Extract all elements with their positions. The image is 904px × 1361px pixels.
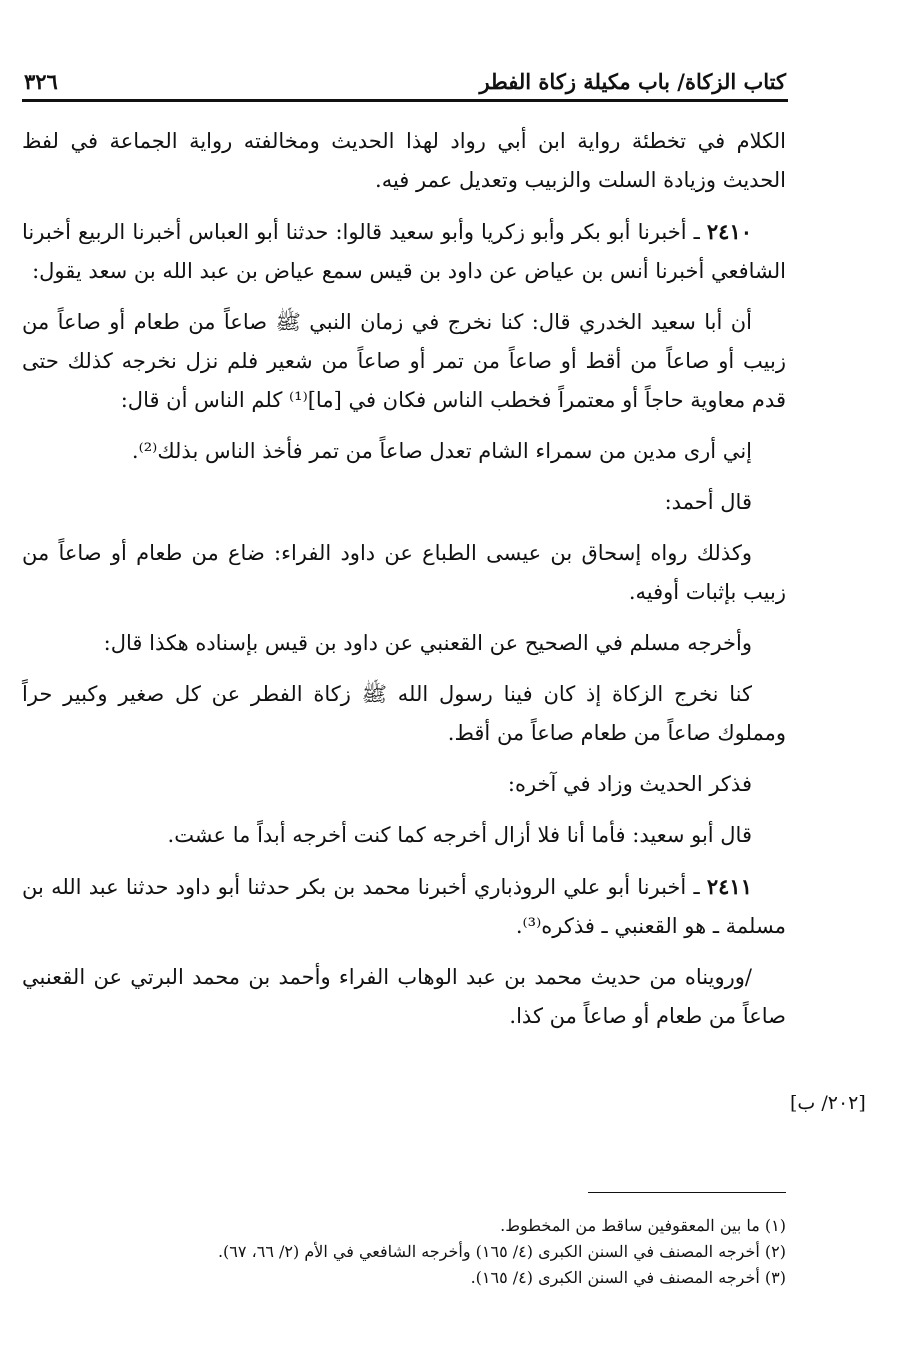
footnote-1: (١) ما بين المعقوفين ساقط من المخطوط.: [500, 1216, 786, 1235]
paragraph-riwayah: /ورويناه من حديث محمد بن عبد الوهاب الفراء وأحمد بن محمد البرتي عن القعنبي صاعاً من طعام أو صاعاً من كذا.: [22, 965, 786, 1028]
main-text: [22, 122, 786, 1048]
hadith-number: ٢٤١٠: [706, 219, 753, 244]
paragraph-ahmad: قال أحمد:: [664, 490, 752, 514]
footnote-3: (٣) أخرجه المصنف في السنن الكبرى (٤/ ١٦٥).: [470, 1268, 786, 1287]
paragraph-ishaq: وكذلك رواه إسحاق بن عيسى الطباع عن داود الفراء: ضاع من طعام أو صاعاً من زبيب بإثبات أوفيه.: [22, 541, 786, 604]
footnote-rule: [588, 1192, 786, 1193]
hadith-isnad: ـ أخبرنا أبو بكر وأبو زكريا وأبو سعيد قالوا: حدثنا أبو العباس أخبرنا الربيع أخبرنا الشافعي أخبرنا أنس بن عياض عن داود بن قيس سمع عياض بن عبد الله بن سعد يقول:: [22, 220, 786, 283]
footnotes: [30, 1213, 786, 1291]
paragraph-muslim-matn: كنا نخرج الزكاة إذ كان فينا رسول الله ﷺ زكاة الفطر عن كل صغير وكبير حراً ومملوك صاعاً من طعام صاعاً من أقط.: [22, 682, 786, 745]
paragraph-abu-said: قال أبو سعيد: فأما أنا فلا أزال أخرجه كما كنت أخرجه أبداً ما عشت.: [167, 823, 752, 847]
hadith-2410: [22, 212, 786, 291]
header-rule: [22, 99, 788, 102]
hadith-number: ٢٤١١: [706, 874, 752, 899]
page-number: ٣٢٦: [24, 69, 58, 94]
manuscript-folio-note: [٢٠٢/ ب]: [790, 1092, 866, 1114]
paragraph-matn: أن أبا سعيد الخدري قال: كنا نخرج في زمان النبي ﷺ صاعاً من طعام أو صاعاً من زبيب أو صاعاً من أقط أو صاعاً من تمر أو صاعاً من شعير فلم نزل نخرجه كذلك حتى قدم معاوية حاجاً أو معتمراً فخطب الناس فكان في [ما]⁽¹⁾ كلم الناس أن قال:: [22, 310, 786, 412]
paragraph-intro: الكلام في تخطئة رواية ابن أبي رواد لهذا الحديث ومخالفته رواية الجماعة في لفظ الحديث وزيادة السلت والزبيب وتعديل عمر فيه.: [22, 129, 786, 192]
paragraph-addition: فذكر الحديث وزاد في آخره:: [507, 772, 752, 796]
running-title: كتاب الزكاة/ باب مكيلة زكاة الفطر: [479, 69, 786, 94]
paragraph-muslim: وأخرجه مسلم في الصحيح عن القعنبي عن داود بن قيس بإسناده هكذا قال:: [103, 631, 752, 655]
running-header: [24, 58, 786, 94]
paragraph-quote: إني أرى مدين من سمراء الشام تعدل صاعاً من تمر فأخذ الناس بذلك⁽²⁾.: [131, 439, 752, 463]
hadith-2411: [22, 867, 786, 946]
hadith-isnad: ـ أخبرنا أبو علي الروذباري أخبرنا محمد بن بكر حدثنا أبو داود حدثنا عبد الله بن مسلمة ـ هو القعنبي ـ فذكره⁽³⁾.: [22, 875, 786, 938]
footnote-2: (٢) أخرجه المصنف في السنن الكبرى (٤/ ١٦٥) وأخرجه الشافعي في الأم (٢/ ٦٦، ٦٧).: [217, 1242, 786, 1261]
